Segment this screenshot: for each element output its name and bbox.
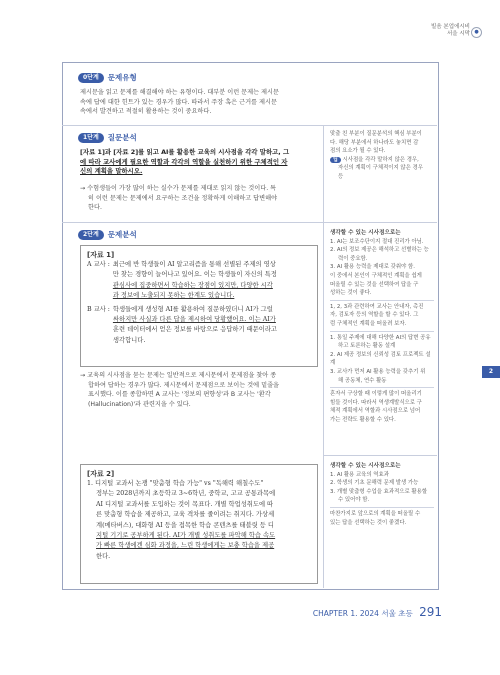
side-line: 1. AI는 보조수단이지 절대 진리가 아님. bbox=[330, 238, 424, 245]
material1-title: [자료 1] bbox=[87, 251, 115, 259]
step1-heading bbox=[78, 132, 137, 143]
side-separator bbox=[330, 300, 434, 301]
column-divider bbox=[323, 125, 324, 588]
question-line: [자료 1]과 [자료 2]를 읽고 AI를 활용한 교육의 시사점을 각각 말하고, 그 bbox=[80, 148, 290, 156]
side-line: 이 중에서 본인이 구체적인 계획을 쉽게 bbox=[330, 272, 422, 279]
material2-text bbox=[81, 479, 317, 562]
side-line: 자신의 계획이 구체적이지 않은 경우 bbox=[338, 165, 423, 172]
side-separator bbox=[330, 331, 434, 332]
running-header-line2: 서을 시막 bbox=[446, 31, 470, 37]
box-line: 훈련 데이터에서 얻은 정보를 바탕으로 응답하기 때문이라고 bbox=[112, 326, 278, 334]
step1-badge: 1단계 bbox=[78, 133, 104, 143]
analysis-line: 표시했다. 이를 종합하면 A 교사는 '정보의 편향성'과 B 교사는 '환각 bbox=[88, 391, 271, 399]
box-line: AI 디지털 교과서를 도입하는 것이 목표다. 개별 학업성취도에 따 bbox=[96, 500, 274, 508]
side-line: 2. AI 제공 정보의 신뢰성 검토 프로젝트 설계 bbox=[330, 351, 431, 367]
step1-answer bbox=[80, 184, 320, 213]
page-footer bbox=[313, 605, 442, 619]
teacher-a-text bbox=[113, 260, 277, 302]
step2-side-note-1 bbox=[330, 229, 434, 424]
teacher-b-label: B 교사 : bbox=[87, 305, 110, 313]
material2-box bbox=[80, 464, 318, 584]
box-line: 과 정보에 노출되지 못하는 한계도 있습니다. bbox=[112, 292, 235, 300]
step0-line: 제시문을 읽고 문제를 해결해야 하는 유형이다. 대부분 이런 문제는 제시문 bbox=[80, 89, 279, 96]
box-line: 싸하지만 사실과 다른 답을 제시하여 당황했어요. 이는 AI가 bbox=[112, 316, 276, 324]
step2-side-note-2 bbox=[330, 462, 434, 527]
step0-line: 속에서 발견하고 적절히 활용하는 것이 중요하다. bbox=[80, 108, 212, 116]
side-separator bbox=[330, 387, 434, 388]
question-line: 신의 계획을 말하시오. bbox=[80, 167, 143, 176]
question-line: 에 따라 교사에게 필요한 역할과 각각의 역할을 실천하기 위한 구체적인 자 bbox=[80, 157, 288, 166]
side-heading: 생각할 수 있는 시사점으로는 bbox=[330, 230, 401, 236]
side-line: 등 bbox=[338, 173, 344, 180]
box-line: 정부는 2028년까지 초등학교 3~6학년, 중학교, 고교 공통과목에 bbox=[96, 490, 276, 498]
step0-title: 문제유형 bbox=[107, 73, 137, 82]
side-line: 럼 구체적인 계획을 떠올려 보자. bbox=[330, 320, 407, 327]
teacher-b-block bbox=[81, 302, 317, 347]
analysis-line: → 교육의 시사점을 묻는 문제는 일반적으로 제시문에서 문제점을 찾아 종 bbox=[80, 372, 277, 379]
analysis-line: 합하여 답하는 경우가 많다. 제시문에서 문제점으로 보이는 것에 밑줄을 bbox=[88, 381, 280, 389]
box-line: 가 빠른 학생에겐 심화 과정을, 느린 학생에게는 보충 학습을 제공 bbox=[96, 542, 275, 550]
side-line: 3. AI 활용 능력을 제대로 갖춰야 함. bbox=[330, 264, 415, 271]
teacher-a-label: A 교사 : bbox=[87, 261, 110, 268]
box-line: 학생들에게 생성형 AI를 활용하여 질문하였더니 AI가 그럴 bbox=[112, 305, 273, 313]
box-line: 계(메타버스), 대화형 AI 등을 접목한 학습 콘텐츠를 태블릿 등 디 bbox=[96, 521, 274, 529]
box-line: 1. 디지털 교과서 논쟁 "맞춤형 학습 가능" vs "독해력 해칠수도" bbox=[87, 480, 264, 487]
side-line: 해 공동체, 연수 활동 bbox=[338, 377, 387, 384]
side-line: 있는 답을 선택하는 것이 좋겠다. bbox=[330, 519, 407, 526]
side-line: 혼자서 구상할 때 이렇게 많이 떠올리기 bbox=[330, 391, 422, 398]
running-header-line1: 빌음 본업에시비 bbox=[431, 24, 470, 30]
box-line: 만 찾는 경향이 늘어나고 있어요. 이는 학생들이 자신의 특정 bbox=[112, 271, 277, 279]
side-line: 가는 전략도 활용할 수 있다. bbox=[330, 416, 396, 423]
step2-heading bbox=[78, 229, 137, 240]
step0-text bbox=[80, 88, 410, 117]
footer-chapter: CHAPTER 1. 2024 서울 초등 bbox=[312, 609, 413, 618]
side-heading: 생각할 수 있는 시사점으로는 bbox=[330, 463, 401, 469]
step1-side-note bbox=[330, 130, 434, 182]
side-line: 력이 중요함. bbox=[338, 255, 368, 262]
step1-question bbox=[80, 148, 318, 177]
page-number: 291 bbox=[419, 605, 442, 619]
step2-title: 문제분석 bbox=[107, 230, 137, 239]
side-separator bbox=[330, 507, 434, 508]
box-line: 최근에 반 학생들이 AI 알고리즘을 통해 선별된 주제의 영상 bbox=[112, 261, 276, 268]
side-line: 수 있어야 함. bbox=[338, 497, 370, 504]
section-divider-1 bbox=[62, 125, 437, 126]
step1-title: 질문분석 bbox=[107, 133, 137, 142]
side-line: 3. 개별 맞춤형 수업을 효과적으로 활용할 bbox=[330, 488, 428, 495]
box-line: 한다. bbox=[96, 552, 111, 560]
side-divider bbox=[323, 455, 437, 456]
side-line: 하고 토론하는 활동 설계 bbox=[338, 343, 396, 350]
box-line: 른 맞춤형 학습을 제공하고, 교육 격차를 줄이려는 취지다. 가상세 bbox=[96, 511, 275, 519]
side-line: 2. 학생의 기초 문해력 문제 발생 가능 bbox=[330, 480, 419, 487]
side-line: 다. 해당 부분에서 하나라도 놓치면 감 bbox=[330, 139, 419, 146]
step2-analysis bbox=[80, 371, 320, 409]
box-line: 관심사에 집중하면서 학습하는 장점이 있지만, 다양한 시각 bbox=[112, 281, 273, 289]
analysis-line: (Hallucination)'과 관련지을 수 있다. bbox=[88, 400, 191, 408]
box-line: 지털 기기로 공부하게 된다. AI가 개별 성취도를 파악해 학습 속도 bbox=[96, 532, 276, 540]
side-line: 시사점을 각각 말하지 않은 경우, bbox=[342, 156, 419, 163]
answer-line: → 수험생들이 가장 많이 하는 실수가 문제를 제대로 읽지 않는 것이다. 특 bbox=[80, 185, 277, 192]
step0-badge: 0단계 bbox=[78, 73, 104, 83]
step0-line: 속에 답에 대한 힌트가 있는 경우가 많다. 따라서 주장 혹은 근거를 제시문 bbox=[80, 98, 277, 106]
circle-badge-icon: ● bbox=[471, 27, 482, 38]
step0-heading bbox=[78, 72, 137, 83]
chapter-side-tab: 2 bbox=[482, 366, 500, 378]
running-header bbox=[431, 24, 470, 38]
side-line: 2. AI의 정보 제공은 해석하고 선별하는 능 bbox=[330, 247, 429, 254]
side-line: 1. AI 활용 교육의 역효과 bbox=[330, 471, 389, 478]
step2-badge: 2단계 bbox=[78, 230, 104, 240]
side-line: 체적 계획에서 역할과 시사점으로 넘어 bbox=[330, 408, 421, 415]
teacher-a-block bbox=[81, 260, 317, 302]
material1-box bbox=[80, 245, 318, 367]
side-line: 점의 요소가 될 수 있다. bbox=[330, 148, 386, 155]
side-line: 1, 2, 3과 관련하여 교사는 안내자, 촉진 bbox=[330, 303, 424, 310]
side-line: 마찬가지로 앞으로의 계획을 떠올릴 수 bbox=[330, 510, 421, 517]
tip-icon: 딥 bbox=[330, 157, 341, 163]
side-line: 성하는 것이 좋다. bbox=[330, 290, 372, 297]
side-line: 떠올릴 수 있는 것을 선택하여 답을 구 bbox=[330, 281, 419, 288]
section-divider-2 bbox=[62, 222, 437, 223]
teacher-b-text bbox=[113, 305, 277, 347]
side-line: 1. 통일 주제에 대해 다양한 AI의 답변 공유 bbox=[330, 334, 431, 341]
side-line: 자, 검토자 등의 역할을 할 수 있다. 그 bbox=[330, 312, 419, 319]
box-line: 생각합니다. bbox=[112, 336, 146, 344]
side-line: 맞출 친 부분이 질문분석의 핵심 부분이 bbox=[330, 131, 422, 137]
answer-line: 히 이런 문제는 문제에서 요구하는 조건을 정확하게 이해하고 답변해야 bbox=[88, 194, 278, 202]
material2-title: [자료 2] bbox=[87, 470, 115, 478]
side-line: 힘들 것이다. 따라서 역생계발식으로 구 bbox=[330, 399, 422, 406]
side-line: 3. 교사가 먼저 AI 활용 능력을 갖추기 위 bbox=[330, 368, 426, 375]
answer-line: 한다. bbox=[88, 204, 102, 212]
